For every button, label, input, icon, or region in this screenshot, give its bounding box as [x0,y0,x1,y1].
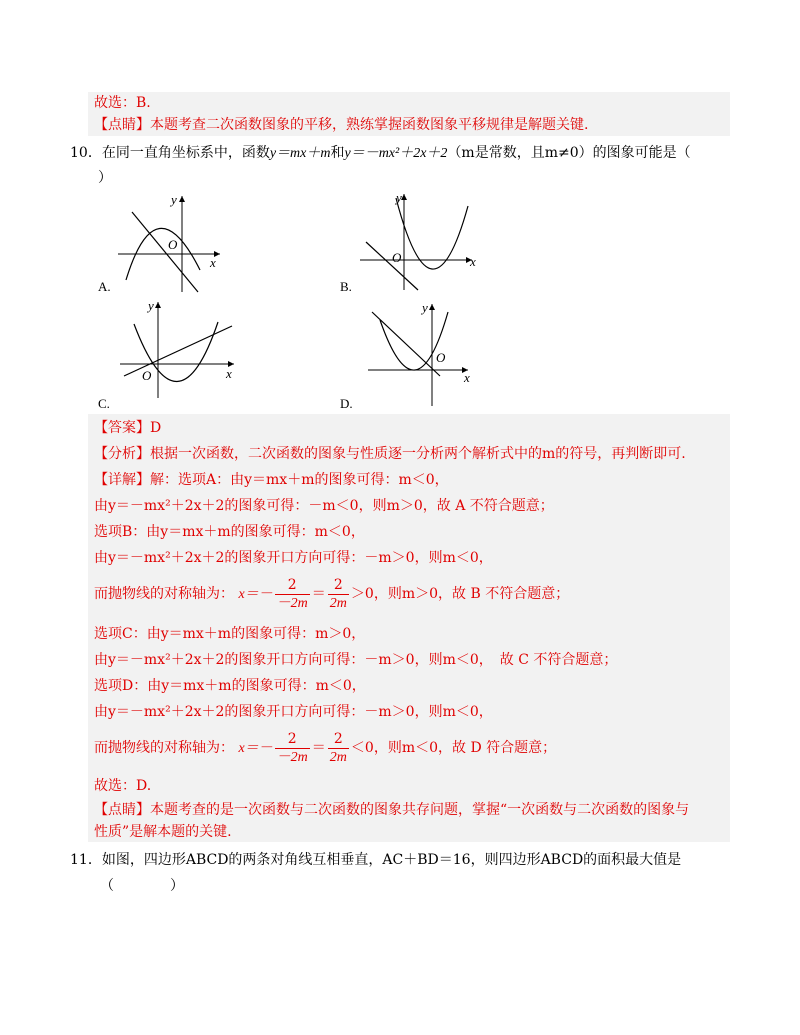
axis-d-frac-2 [328,730,349,767]
detail-line-1 [94,470,449,490]
graph-b-origin: O [392,250,402,265]
prev-comment-text: 本题考查二次函数图象的平移，熟练掌握函数图象平移规律是解题关键. [150,117,589,133]
axis-b-lhs: x＝－ [238,587,273,602]
axis-d-num-2: 2 [328,730,349,749]
axis-line-b [94,574,569,616]
option-c-label: C. [98,396,110,411]
q10-stem [70,143,691,164]
q10-stem-a: 在同一直角坐标系中，函数 [101,145,270,161]
detail-line-8: 选项D：由y＝mx＋m的图象可得：m＜0， [94,678,366,694]
detail-line-6: 选项C：由y＝mx＋m的图象可得：m＞0， [94,626,366,642]
axis-d-den-1: －2m [276,749,308,765]
detail-line-3: 选项B：由y＝mx＋m的图象可得：m＜0， [94,524,365,540]
axis-b-den-2: 2m [329,595,347,611]
detail-line-7: 由y＝－mx²＋2x＋2的图象开口方向可得：－m＞0，则m＜0， 故 C 不符合题意； [94,652,618,668]
solution-comment-tag: 【点睛】 [94,802,150,818]
graph-c-x-label: x [226,366,232,381]
graph-d-origin: O [436,350,446,365]
q11-blank: （ ） [100,878,184,894]
axis-d-lhs: x＝－ [238,741,273,756]
axis-b-num-1: 2 [275,576,310,595]
answer-tag: 【答案】 [94,420,150,436]
q11-stem [70,850,681,870]
graph-b [360,190,480,290]
axis-d-prefix: 而抛物线的对称轴为： [94,740,234,756]
axis-b-prefix: 而抛物线的对称轴为： [94,586,234,602]
axis-b-frac-2 [328,576,349,613]
axis-d-eq: ＝ [311,740,326,756]
graph-a-origin: O [168,237,178,252]
axis-d-frac-1 [275,730,310,767]
analysis-tag: 【分析】 [94,446,150,462]
axis-b-num-2: 2 [328,576,349,595]
axis-d-den-2: 2m [329,749,347,765]
q11-stem-text: 如图，四边形ABCD的两条对角线互相垂直，AC＋BD＝16，则四边形ABCD的面积最大值是 [101,852,682,868]
analysis-line [94,444,686,464]
graph-d-x-label: x [464,370,470,385]
q10-stem-c: （m是常数，且m≠0）的图象可能是（ [447,145,691,161]
graph-d-y-label: y [422,300,428,315]
q11-number: 11． [70,852,102,868]
q10-stem-end: ） [98,170,112,186]
graph-a-x-label: x [210,255,216,270]
solution-comment-2: 性质”是解本题的关键. [94,824,232,840]
q10-stem-b: 和 [330,145,345,161]
axis-b-den-1: －2m [276,595,308,611]
analysis-text: 根据一次函数，二次函数的图象与性质逐一分析两个解析式中的m的符号，再判断即可. [150,446,686,462]
prev-comment-tag: 【点睛】 [94,117,150,133]
graph-c-y-label: y [148,298,154,313]
solution-choice: 故选：D. [94,778,152,794]
axis-b-frac-1 [275,576,310,613]
graph-b-y-label: y [396,190,402,205]
detail-line-9: 由y＝－mx²＋2x＋2的图象开口方向可得：－m＞0，则m＜0， [94,704,493,720]
graph-c [120,298,240,398]
graph-b-x-label: x [470,254,476,269]
answer-value: D [150,420,162,436]
axis-b-eq: ＝ [311,586,326,602]
graph-a [118,192,228,292]
graph-c-origin: O [142,368,152,383]
solution-comment-1 [94,800,689,820]
graph-d [368,300,478,408]
q10-formula-1: y＝mx＋m [269,146,331,161]
graph-a-y-label: y [171,192,177,207]
axis-b-tail: ＞0，则m＞0，故 B 不符合题意； [350,586,570,602]
axis-d-tail: ＜0，则m＜0，故 D 符合题意； [350,740,557,756]
solution-comment-text-1: 本题考查的是一次函数与二次函数的图象共存问题，掌握“一次函数与二次函数的图象与 [150,802,690,818]
axis-line-d [94,728,556,770]
q10-number: 10． [70,145,102,161]
detail-tag: 【详解】 [94,472,150,488]
option-b-label: B. [340,279,352,294]
q10-formula-2: y＝－mx²＋2x＋2 [344,146,448,161]
detail-line-2: 由y＝－mx²＋2x＋2的图象可得：－m＜0，则m＞0，故 A 不符合题意； [94,498,554,514]
detail-line-4: 由y＝－mx²＋2x＋2的图象开口方向可得：－m＞0，则m＜0， [94,550,493,566]
option-a-label: A. [98,279,111,294]
axis-d-num-1: 2 [275,730,310,749]
option-d-label: D. [340,396,353,411]
prev-comment [94,115,588,135]
answer-line [94,418,161,438]
prev-choice: 故选：B. [94,95,151,111]
detail-text-1: 解：选项A：由y＝mx＋m的图象可得：m＜0， [150,472,449,488]
